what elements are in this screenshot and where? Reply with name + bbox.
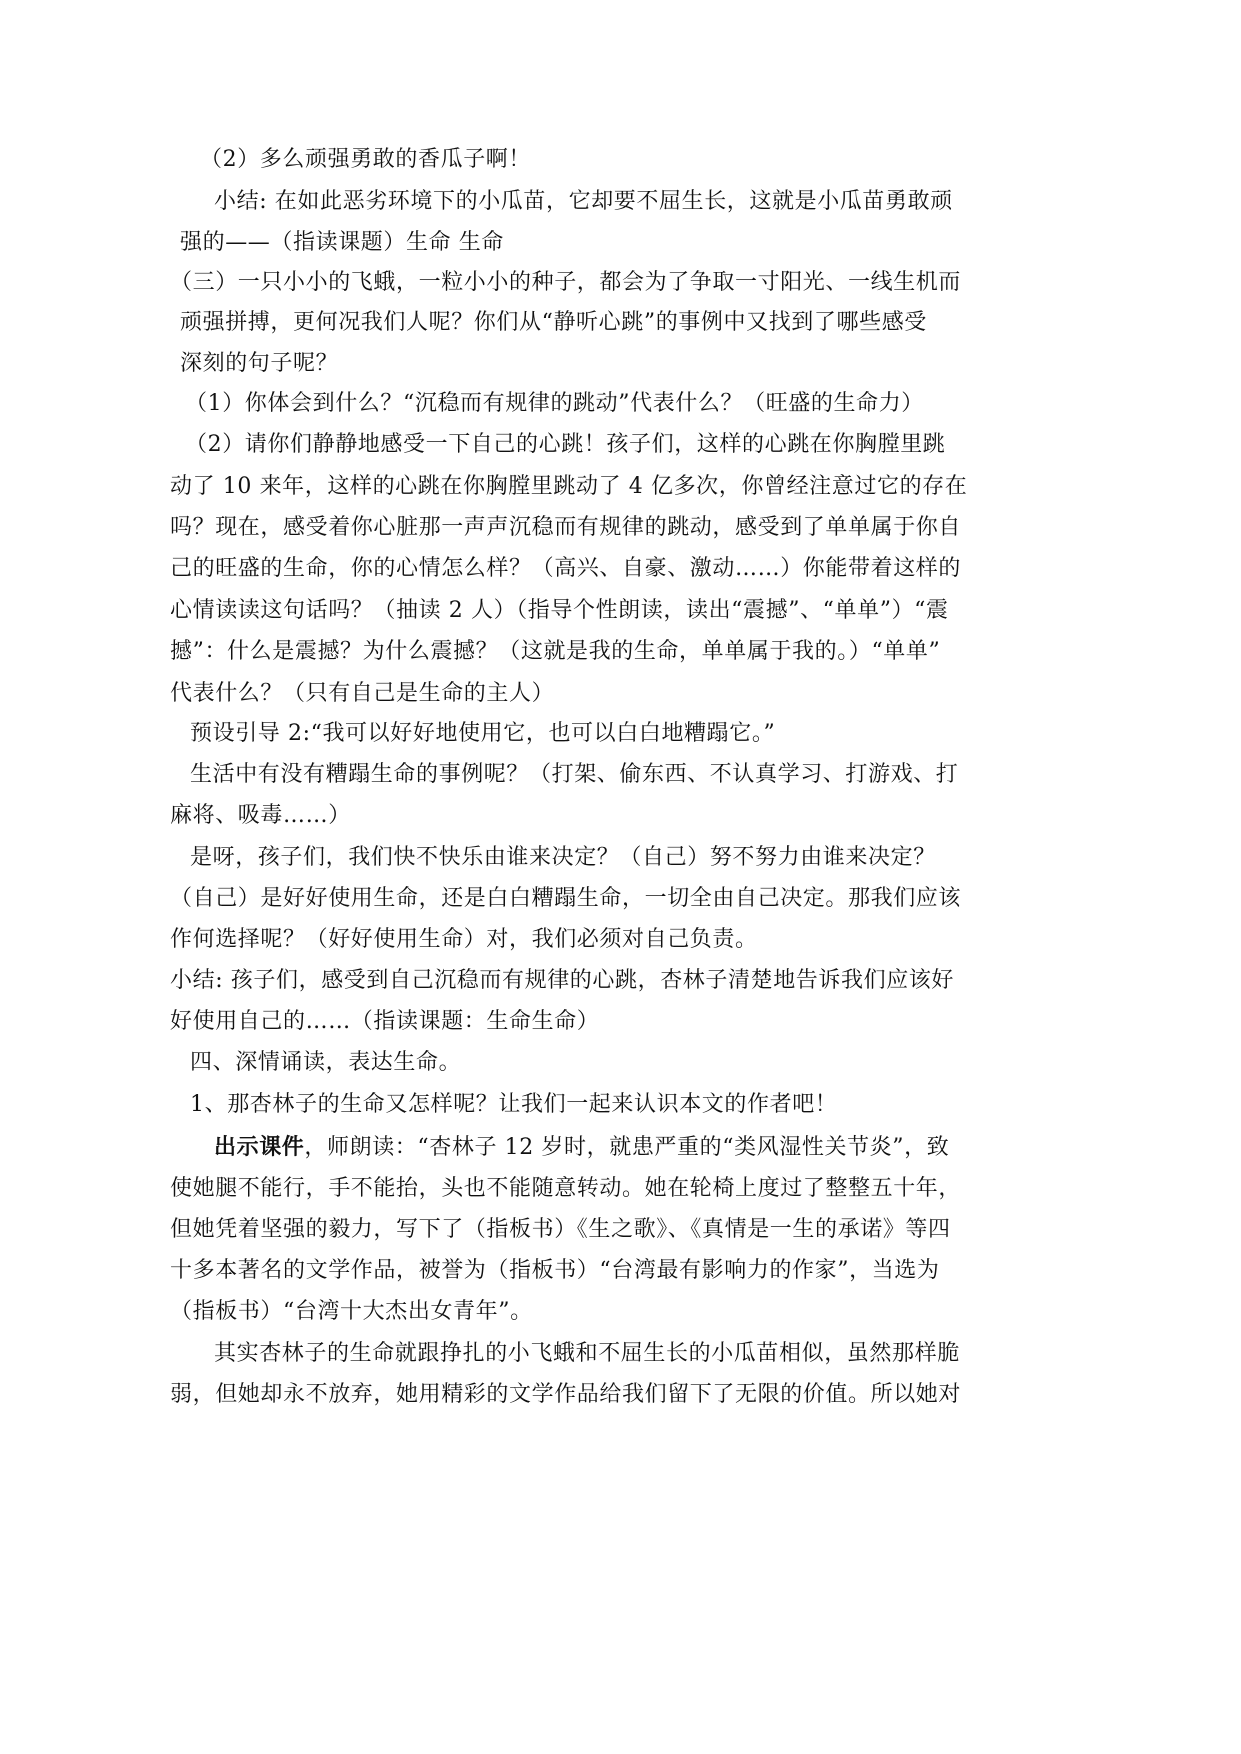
- text-line: 己的旺盛的生命，你的心情怎么样？（高兴、自豪、激动……）你能带着这样的: [170, 556, 962, 581]
- text-line: 深刻的句子呢？: [180, 351, 339, 376]
- text-line: 十多本著名的文学作品，被誉为（指板书）“台湾最有影响力的作家”，当选为: [170, 1258, 940, 1283]
- text-line: 预设引导 2:“我可以好好地使用它，也可以白白地糟蹋它。”: [190, 721, 776, 746]
- text-line: 麻将、吸毒……）: [170, 803, 351, 828]
- text-line: 是呀，孩子们，我们快不快乐由谁来决定？（自己）努不努力由谁来决定？: [190, 845, 936, 870]
- text-line: 撼”：什么是震撼？为什么震撼？（这就是我的生命，单单属于我的。）“单单”: [170, 639, 941, 664]
- text-line: （2）多么顽强勇敢的香瓜子啊！: [200, 147, 531, 172]
- text-line: 吗？现在，感受着你心脏那一声声沉稳而有规律的跳动，感受到了单单属于你自: [170, 515, 962, 540]
- text-line: 动了 10 来年，这样的心跳在你胸膛里跳动了 4 亿多次，你曾经注意过它的存在: [170, 474, 968, 499]
- text-line: 其实杏林子的生命就跟挣扎的小飞蛾和不屈生长的小瓜苗相似，虽然那样脆: [214, 1341, 960, 1366]
- text-line: （指板书）“台湾十大杰出女青年”。: [170, 1299, 533, 1324]
- text-line: 代表什么？（只有自己是生命的主人）: [170, 681, 555, 706]
- text-line: 作何选择呢？（好好使用生命）对，我们必须对自己负责。: [170, 927, 758, 952]
- text-line: 心情读读这句话吗？（抽读 2 人）（指导个性朗读，读出“震撼”、“单单”）“震: [170, 598, 949, 623]
- text-line: 小结: 在如此恶劣环境下的小瓜苗，它却要不屈生长，这就是小瓜苗勇敢顽: [214, 189, 953, 214]
- text-span: ，师朗读：“杏林子 12 岁时，就患严重的“类风湿性关节炎”，致: [304, 1135, 950, 1160]
- text-line: 弱，但她却永不放弃，她用精彩的文学作品给我们留下了无限的价值。所以她对: [170, 1382, 962, 1407]
- text-line: 生活中有没有糟蹋生命的事例呢？（打架、偷东西、不认真学习、打游戏、打: [190, 762, 959, 787]
- text-line: 四、深情诵读，表达生命。: [190, 1050, 462, 1075]
- highlight-text: 出示课件: [214, 1134, 305, 1160]
- text-line: （2）请你们静静地感受一下自己的心跳！孩子们，这样的心跳在你胸膛里跳: [185, 432, 946, 457]
- text-line: 小结: 孩子们，感受到自己沉稳而有规律的心跳，杏林子清楚地告诉我们应该好: [170, 968, 955, 993]
- text-line: 顽强拼搏，更何况我们人呢？你们从“静听心跳”的事例中又找到了哪些感受: [180, 310, 927, 335]
- text-line: （三）一只小小的飞蛾，一粒小小的种子，都会为了争取一寸阳光、一线生机而: [170, 270, 962, 295]
- text-line: 使她腿不能行，手不能抬，头也不能随意转动。她在轮椅上度过了整整五十年，: [170, 1176, 962, 1201]
- text-line: （1）你体会到什么？“沉稳而有规律的跳动”代表什么？（旺盛的生命力）: [185, 391, 924, 416]
- text-line: [214, 1132, 1094, 1163]
- text-line: 但她凭着坚强的毅力，写下了（指板书）《生之歌》、《真情是一生的承诺》等四: [170, 1217, 951, 1242]
- text-line: 1、那杏林子的生命又怎样呢？让我们一起来认识本文的作者吧！: [190, 1092, 838, 1117]
- text-line: （自己）是好好使用生命，还是白白糟蹋生命，一切全由自己决定。那我们应该: [170, 886, 962, 911]
- text-line: 好使用自己的……（指读课题：生命生命）: [170, 1009, 600, 1034]
- text-line: 强的——（指读课题）生命 生命: [180, 230, 504, 255]
